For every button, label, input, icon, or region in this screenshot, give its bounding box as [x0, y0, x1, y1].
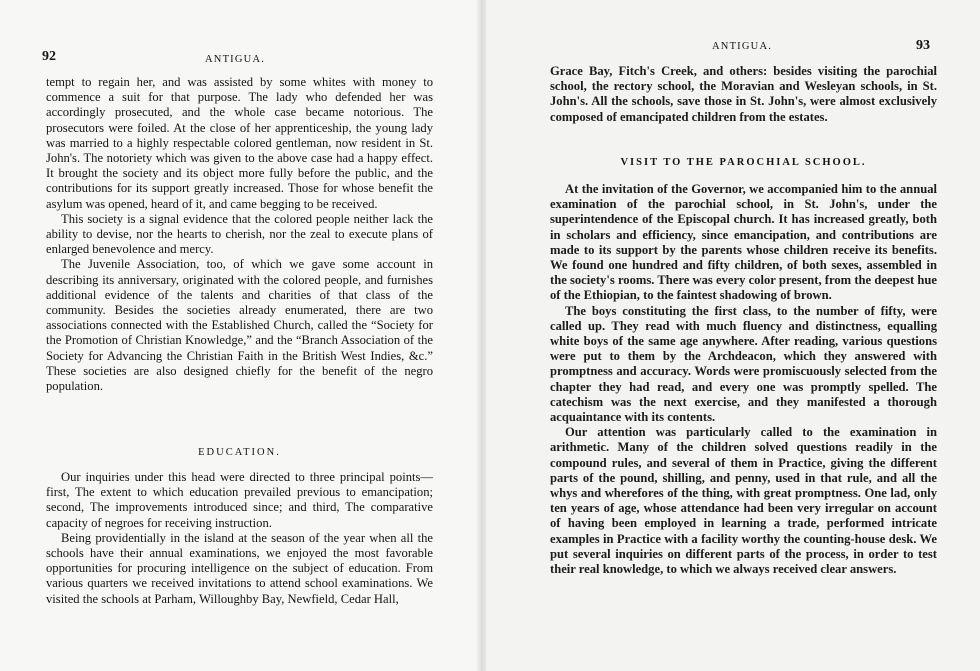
- paragraph: The Juvenile Association, too, of which we gave some account in describing its anniversary, originated with the colored people, and furnishes additional evidence of the talents and charities of that class of the community. Besides the societies already enumerated, there are two associations connected with the Established Church, called the “Society for the Promotion of Christian Knowledge,” and the “Branch Association of the Society for Advancing the Christian Faith in the British West Indies, &c.” These societies are also designed chiefly for the benefit of the negro population.: [46, 257, 433, 394]
- running-head: ANTIGUA.: [712, 41, 773, 52]
- running-head: ANTIGUA.: [205, 54, 266, 65]
- body-text-top: [550, 64, 937, 125]
- body-text-bottom: [550, 182, 937, 577]
- paragraph: Grace Bay, Fitch's Creek, and others: besides visiting the parochial school, the rectory school, the Moravian and Wesleyan schools, in St. John's. All the schools, save those in St. John's, were almost exclusively composed of emancipated children from the estates.: [550, 64, 937, 124]
- body-text-bottom: [46, 470, 433, 607]
- paragraph: The boys constituting the first class, to the number of fifty, were called up. They read with much fluency and distinctness, equalling white boys of the same age anywhere. After reading, various questions were put to them by the Archdeacon, which they answered with promptness and accuracy. Words were promiscuously selected from the chapter they had read, and every one was promptly spelled. The catechism was the next exercise, and they manifested a thorough acquaintance with its contents.: [550, 303, 937, 425]
- paragraph: This society is a signal evidence that the colored people neither lack the ability to devise, nor the hearts to cherish, nor the zeal to execute plans of enlarged benevolence and mercy.: [46, 211, 433, 257]
- section-heading: EDUCATION.: [198, 447, 281, 458]
- page-number: 92: [42, 49, 56, 64]
- page-number: 93: [916, 38, 930, 53]
- paragraph: At the invitation of the Governor, we accompanied him to the annual examination of the parochial school, in St. John's, under the superintendence of the Episcopal church. It has increased greatly, both in scholars and efficiency, since emancipation, and contributions are made to its support by the parents whose children receive its benefits. We found one hundred and fifty children, of both sexes, assembled in the society's rooms. There was every color present, from the deepest hue of the Ethiopian, to the faintest shadowing of brown.: [550, 182, 937, 303]
- paragraph: tempt to regain her, and was assisted by some whites with money to commence a suit for that purpose. The lady who defended her was accordingly prosecuted, and the whole case became notorious. The prosecutors were foiled. At the close of her apprenticeship, the young lady was married to a highly respectable colored gentleman, now resident in St. John's. The notoriety which was given to the above case had a happy effect. It brought the society and its object more fully before the public, and the contributions for its support greatly increased. Those for whose benefit the asylum was opened, heard of it, and came begging to be received.: [46, 75, 433, 211]
- left-page: [0, 0, 478, 671]
- paragraph: Our attention was particularly called to the examination in arithmetic. Many of the children solved questions readily in the compound rules, and several of them in Practice, giving the different parts of the pound, shilling, and penny, used in that rule, and all the whys and wherefores of the thing, with great promptness. One lad, only ten years of age, whose attendance had been very irregular on account of having been employed in learning a trade, performed intricate examples in Practice with a facility worthy the counting-house desk. We put several inquiries on different parts of the process, in order to test their real knowledge, to which we always received clear answers.: [550, 425, 937, 577]
- paragraph: Being providentially in the island at the season of the year when all the schools have their annual examinations, we enjoyed the most favorable opportunities for procuring intelligence on the subject of education. From various quarters we received invitations to attend school examinations. We visited the schools at Parham, Willoughby Bay, Newfield, Cedar Hall,: [46, 530, 433, 606]
- section-heading: VISIT TO THE PAROCHIAL SCHOOL.: [620, 157, 867, 168]
- right-page: [486, 0, 980, 671]
- paragraph: Our inquiries under this head were directed to three principal points—first, The extent to which education prevailed previous to emancipation; second, The improvements introduced since; and third, The comparative capacity of negroes for receiving instruction.: [46, 470, 433, 530]
- body-text-top: [46, 75, 433, 394]
